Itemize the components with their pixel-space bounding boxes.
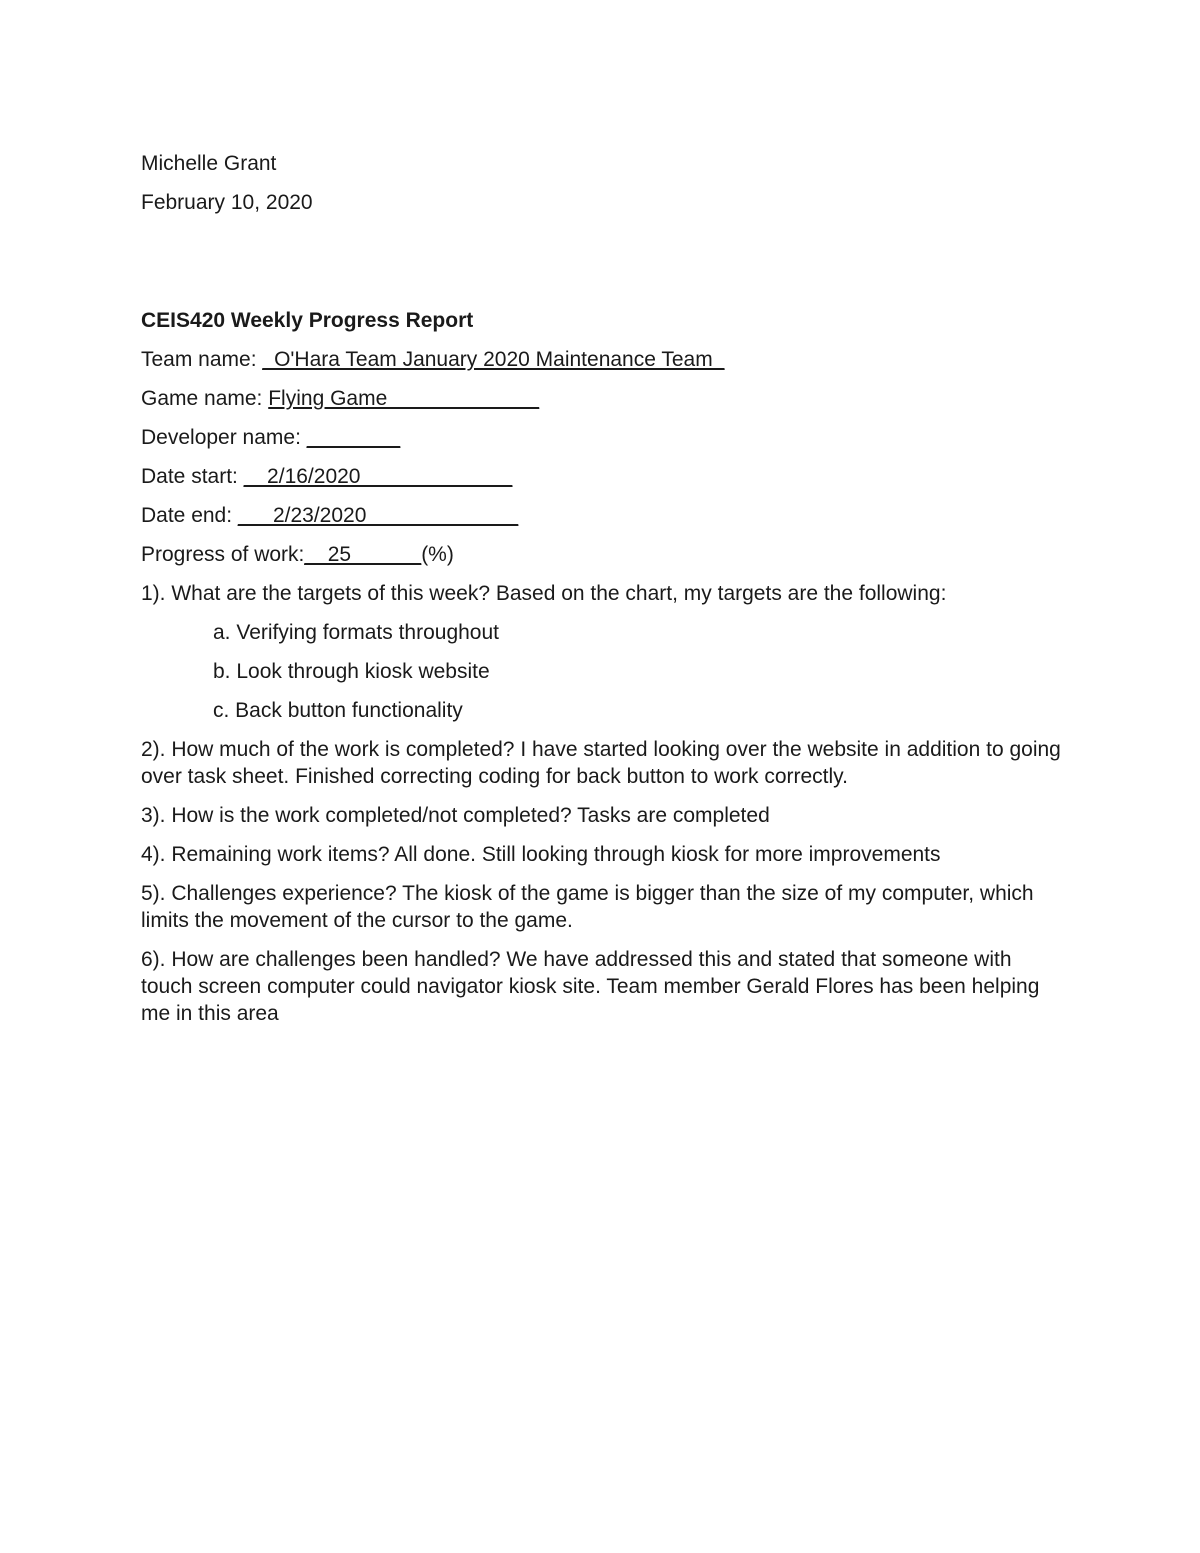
question-5: 5). Challenges experience? The kiosk of the game is bigger than the size of my computer, which limits the movement of the cursor to the game.	[141, 882, 1034, 932]
game-name-value: Flying Game_____________	[268, 387, 540, 410]
progress-field	[141, 541, 1061, 568]
game-name-label: Game name:	[141, 387, 269, 410]
developer-name-field	[141, 424, 1061, 451]
progress-label: Progress of work:	[141, 543, 305, 566]
developer-name-value: ________	[306, 426, 401, 449]
author-name: Michelle Grant	[141, 152, 277, 175]
date-start-label: Date start:	[141, 465, 244, 488]
date-start-field	[141, 463, 1061, 490]
list-item: b. Look through kiosk website	[213, 660, 490, 683]
game-name-field	[141, 385, 1061, 412]
progress-value: __25______	[304, 543, 422, 566]
date-end-field	[141, 502, 1061, 529]
date-end-label: Date end:	[141, 504, 238, 527]
question-1: 1). What are the targets of this week? Based on the chart, my targets are the following:	[141, 582, 947, 605]
developer-name-label: Developer name:	[141, 426, 307, 449]
targets-list	[141, 619, 1061, 724]
question-4: 4). Remaining work items? All done. Still looking through kiosk for more improvements	[141, 843, 941, 866]
progress-suffix: (%)	[421, 543, 454, 566]
document-body	[141, 150, 1061, 1039]
team-name-label: Team name:	[141, 348, 263, 371]
question-6: 6). How are challenges been handled? We have addressed this and stated that someone with touch screen computer could navigator kiosk site. Team member Gerald Flores has been helping me in this area	[141, 948, 1040, 1025]
question-3: 3). How is the work completed/not completed? Tasks are completed	[141, 804, 770, 827]
list-item: a. Verifying formats throughout	[213, 621, 499, 644]
date-end-value: ___2/23/2020_____________	[237, 504, 519, 527]
document-date: February 10, 2020	[141, 191, 313, 214]
team-name-field	[141, 346, 1061, 373]
date-start-value: __2/16/2020_____________	[243, 465, 513, 488]
question-2: 2). How much of the work is completed? I have started looking over the website in addition to going over task sheet. Finished correcting coding for back button to work correctly.	[141, 738, 1061, 788]
report-title: CEIS420 Weekly Progress Report	[141, 309, 474, 332]
team-name-value: _O'Hara Team January 2020 Maintenance Team_	[262, 348, 725, 371]
list-item: c. Back button functionality	[213, 699, 463, 722]
